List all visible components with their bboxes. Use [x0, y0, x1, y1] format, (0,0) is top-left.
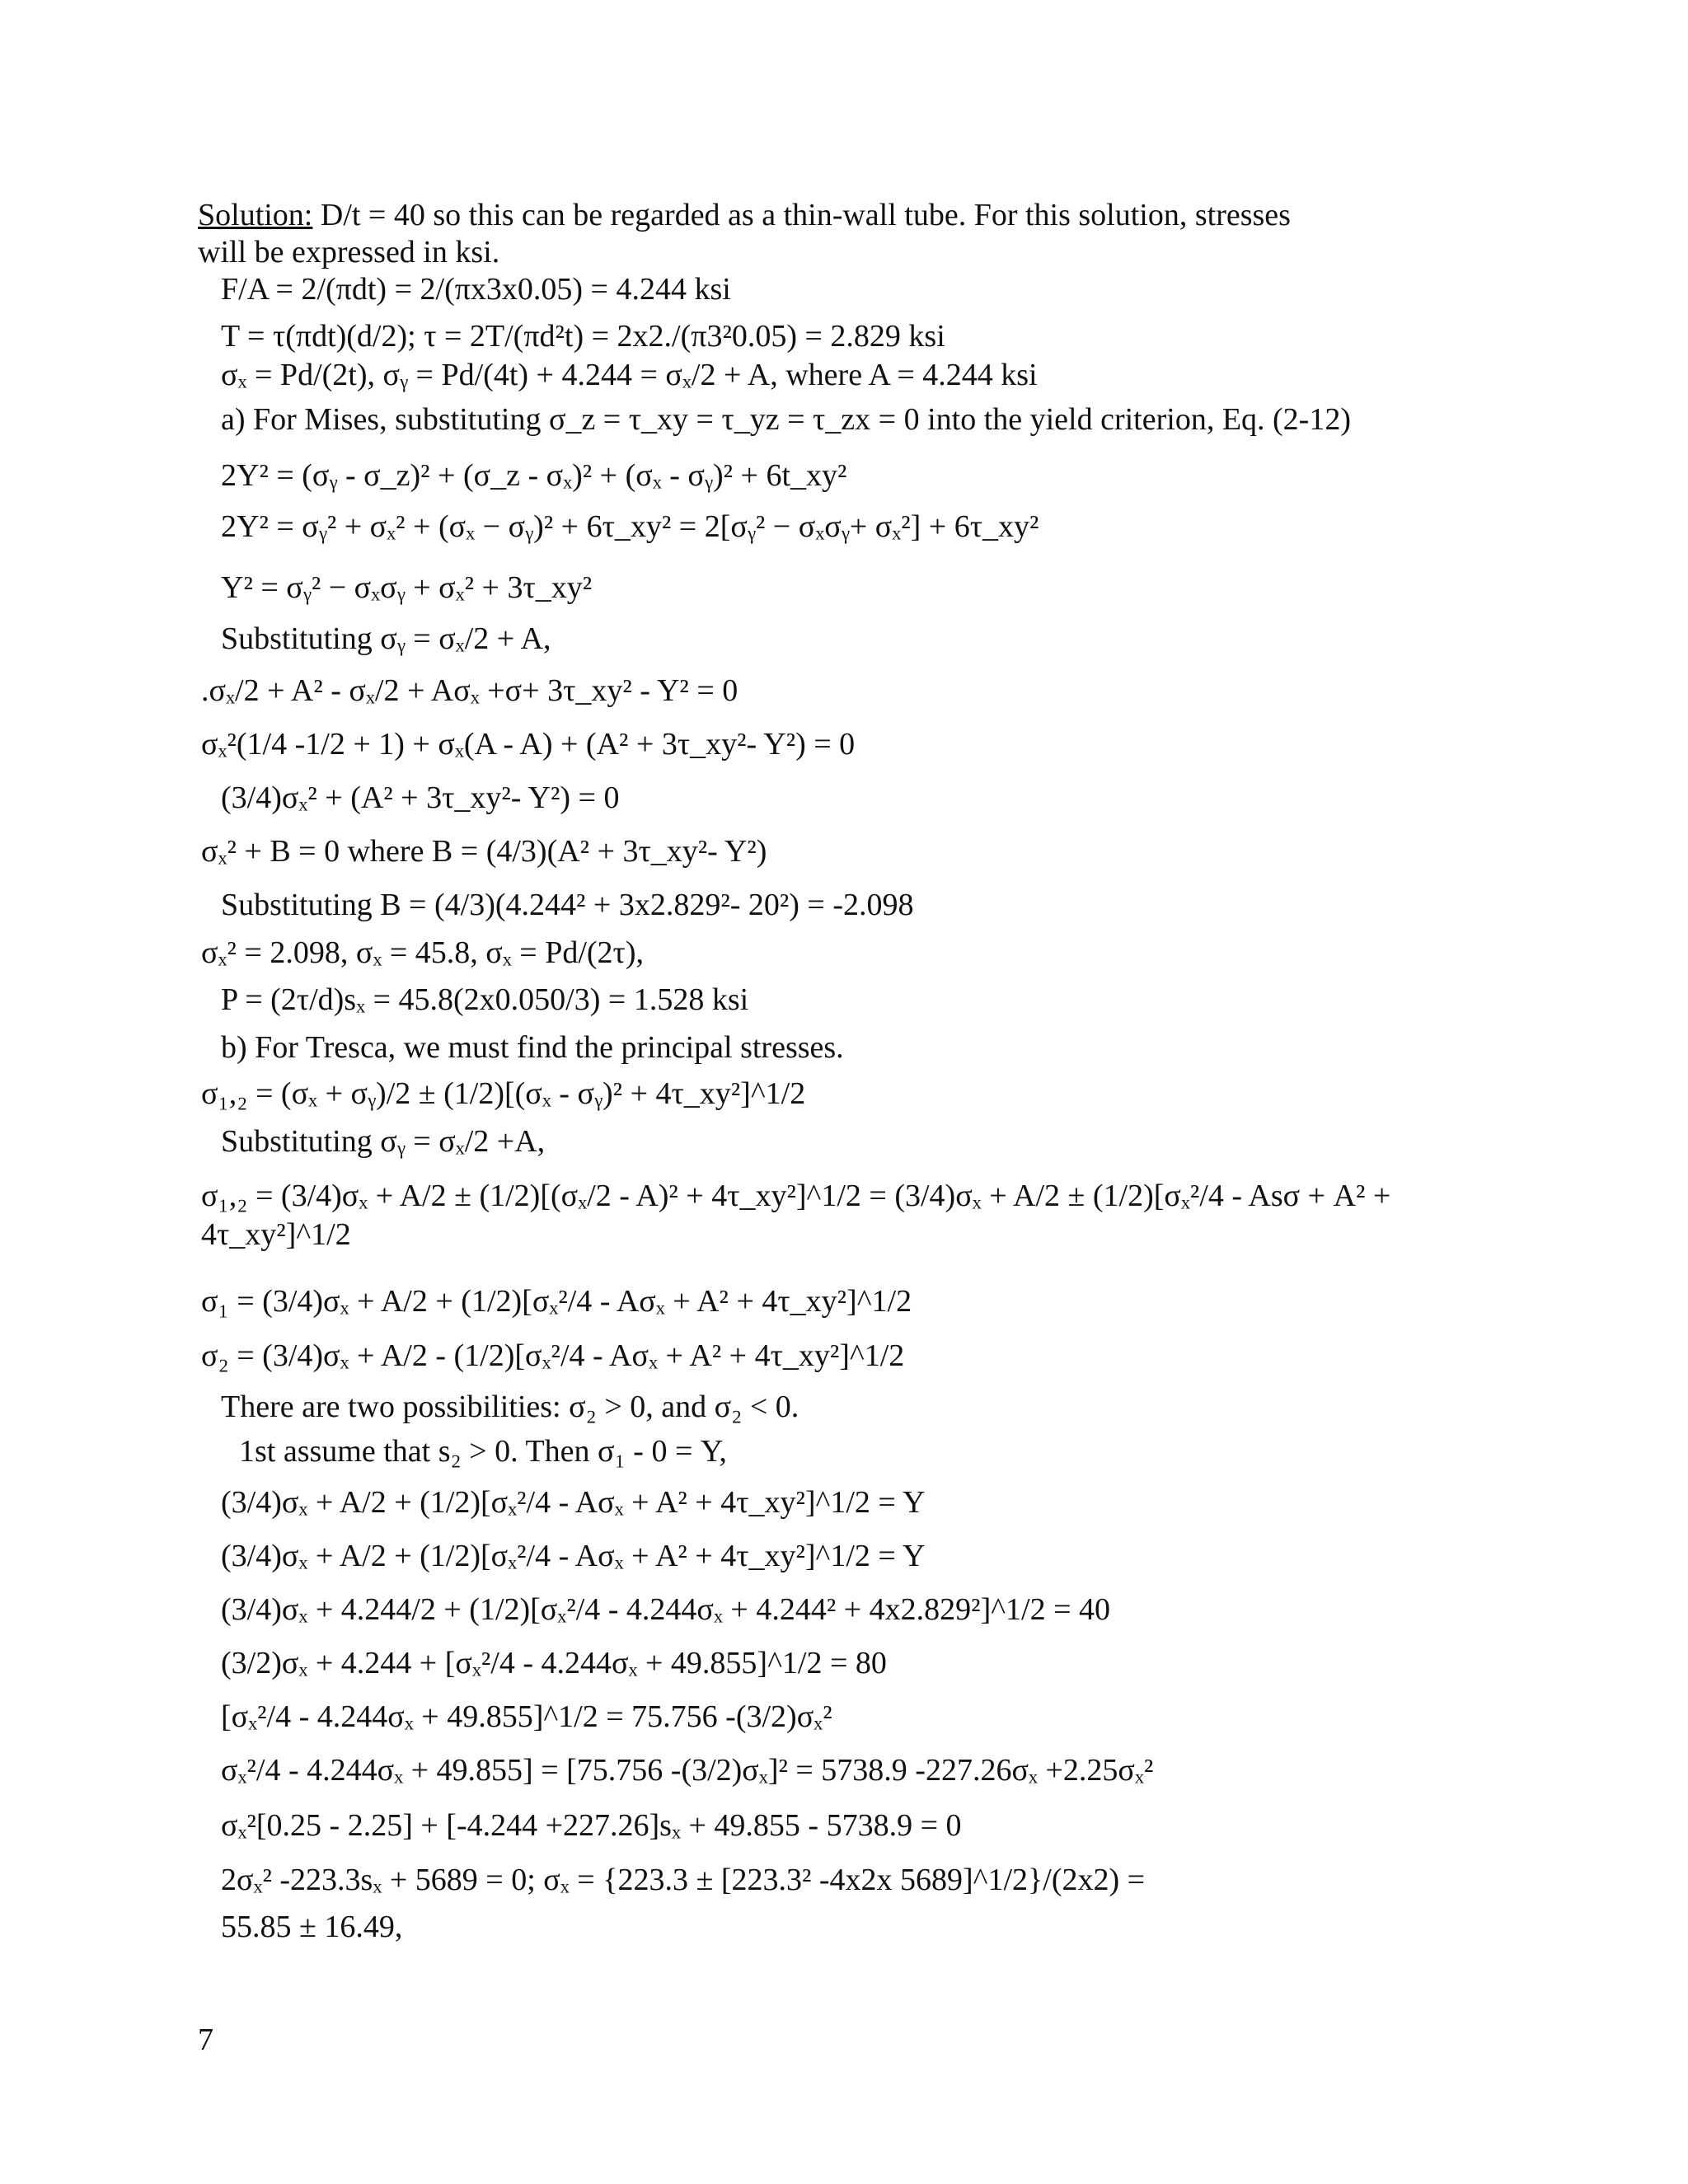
equation-line: [σₓ²/4 - 4.244σₓ + 49.855]^1/2 = 75.756 -(3/2)σₓ² — [221, 1699, 832, 1734]
equation-line: .σₓ/2 + A² - σₓ/2 + Aσₓ +σ+ 3τ_xy² - Y² = 0 — [201, 673, 738, 708]
equation-line: There are two possibilities: σ₂ > 0, and σ₂ < 0. — [221, 1390, 799, 1424]
equation-line: (3/4)σₓ + A/2 + (1/2)[σₓ²/4 - Aσₓ + A² + 4τ_xy²]^1/2 = Y — [221, 1539, 926, 1573]
equation-line: 2σₓ² -223.3sₓ + 5689 = 0; σₓ = {223.3 ± [223.3² -4x2x 5689]^1/2}/(2x2) = — [221, 1863, 1146, 1897]
equation-line: σₓ = Pd/(2t), σᵧ = Pd/(4t) + 4.244 = σₓ/2 + A, where A = 4.244 ksi — [221, 358, 1038, 392]
equation-line: σ₁ = (3/4)σₓ + A/2 + (1/2)[σₓ²/4 - Aσₓ + A² + 4τ_xy²]^1/2 — [201, 1284, 912, 1319]
equation-line: σ₂ = (3/4)σₓ + A/2 - (1/2)[σₓ²/4 - Aσₓ + A² + 4τ_xy²]^1/2 — [201, 1338, 905, 1373]
equation-line: σₓ²/4 - 4.244σₓ + 49.855] = [75.756 -(3/2)σₓ]² = 5738.9 -227.26σₓ +2.25σₓ² — [221, 1753, 1154, 1788]
equation-line: F/A = 2/(πdt) = 2/(πx3x0.05) = 4.244 ksi — [221, 272, 731, 307]
equation-line: Substituting σᵧ = σₓ/2 +A, — [221, 1124, 546, 1159]
equation-line: Substituting σᵧ = σₓ/2 + A, — [221, 621, 551, 656]
equation-line: (3/4)σₓ² + (A² + 3τ_xy²- Y²) = 0 — [221, 780, 620, 815]
equation-line: T = τ(πdt)(d/2); τ = 2T/(πd²t) = 2x2./(π3²0.05) = 2.829 ksi — [221, 319, 945, 354]
equation-line: 4τ_xy²]^1/2 — [201, 1217, 351, 1252]
solution-label: Solution: — [198, 198, 313, 232]
equation-line: σₓ² = 2.098, σₓ = 45.8, σₓ = Pd/(2τ), — [201, 935, 644, 970]
equation-line: 2Y² = (σᵧ - σ_z)² + (σ_z - σₓ)² + (σₓ - σᵧ)² + 6t_xy² — [221, 458, 847, 493]
equation-line: σ₁,₂ = (σₓ + σᵧ)/2 ± (1/2)[(σₓ - σᵧ)² + 4τ_xy²]^1/2 — [201, 1076, 806, 1111]
equation-line: Substituting B = (4/3)(4.244² + 3x2.829²- 20²) = -2.098 — [221, 888, 914, 922]
equation-line: P = (2τ/d)sₓ = 45.8(2x0.050/3) = 1.528 ksi — [221, 982, 749, 1017]
equation-line: σ₁,₂ = (3/4)σₓ + A/2 ± (1/2)[(σₓ/2 - A)² + 4τ_xy²]^1/2 = (3/4)σₓ + A/2 ± (1/2)[σₓ²/4 - Asσ + A² + — [201, 1179, 1391, 1213]
equation-line: (3/4)σₓ + 4.244/2 + (1/2)[σₓ²/4 - 4.244σₓ + 4.244² + 4x2.829²]^1/2 = 40 — [221, 1592, 1111, 1627]
page-number: 7 — [198, 2022, 213, 2057]
equation-line: 1st assume that s₂ > 0. Then σ₁ - 0 = Y, — [239, 1434, 727, 1469]
solution-intro-text: D/t = 40 so this can be regarded as a thin-wall tube. For this solution, stresses — [312, 198, 1291, 232]
equation-line: b) For Tresca, we must find the principal stresses. — [221, 1030, 844, 1065]
equation-line: 2Y² = σᵧ² + σₓ² + (σₓ − σᵧ)² + 6τ_xy² = 2[σᵧ² − σₓσᵧ+ σₓ²] + 6τ_xy² — [221, 509, 1039, 544]
solution-intro-line-2: will be expressed in ksi. — [198, 235, 500, 269]
equation-line: (3/2)σₓ + 4.244 + [σₓ²/4 - 4.244σₓ + 49.855]^1/2 = 80 — [221, 1646, 887, 1680]
solution-header-line — [198, 196, 1291, 234]
equation-line: σₓ²[0.25 - 2.25] + [-4.244 +227.26]sₓ + 49.855 - 5738.9 = 0 — [221, 1808, 962, 1843]
equation-line: a) For Mises, substituting σ_z = τ_xy = τ_yz = τ_zx = 0 into the yield criterion, Eq. (2-12) — [221, 402, 1351, 437]
equation-line: 55.85 ± 16.49, — [221, 1910, 403, 1944]
equation-line: σₓ² + B = 0 where B = (4/3)(A² + 3τ_xy²- Y²) — [201, 834, 767, 869]
equation-line: σₓ²(1/4 -1/2 + 1) + σₓ(A - A) + (A² + 3τ_xy²- Y²) = 0 — [201, 727, 856, 762]
equation-line: Y² = σᵧ² − σₓσᵧ + σₓ² + 3τ_xy² — [221, 570, 593, 605]
equation-line: (3/4)σₓ + A/2 + (1/2)[σₓ²/4 - Aσₓ + A² + 4τ_xy²]^1/2 = Y — [221, 1485, 926, 1520]
